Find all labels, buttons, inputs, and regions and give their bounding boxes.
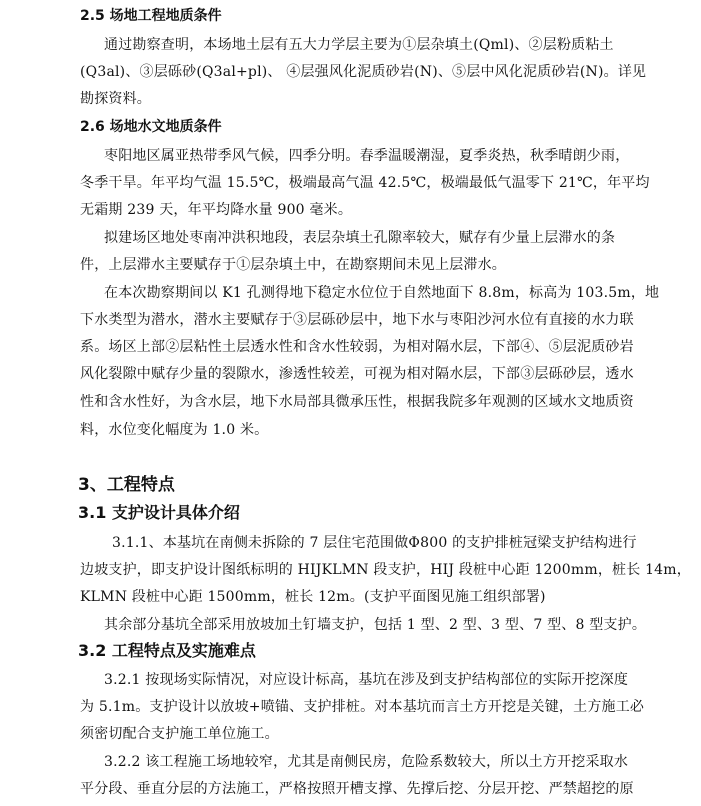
- paragraph-line: 为 5.1m。支护设计以放坡+喷锚、支护排桩。对本基坑而言土方开挖是关键，土方施工必: [80, 699, 645, 715]
- section-heading-3: 3、工程特点: [78, 475, 175, 495]
- paragraph-line: 无霜期 239 天，年平均降水量 900 毫米。: [80, 202, 353, 218]
- paragraph-line: 性和含水性好，为含水层，地下水局部具微承压性，根据我院多年观测的区域水文地质资: [80, 394, 634, 410]
- paragraph-line: 枣阳地区属亚热带季风气候，四季分明。春季温暖潮湿，夏季炎热，秋季晴朗少雨，: [104, 148, 630, 164]
- paragraph-line: 风化裂隙中赋存少量的裂隙水，渗透性较差，可视为相对隔水层，下部③层砾砂层，透水: [80, 366, 634, 382]
- paragraph-line: (Q3al)、③层砾砂(Q3al+pl)、 ④层强风化泥质砂岩(N)、⑤层中风化泥质砂岩(N)。详见: [80, 64, 647, 80]
- paragraph-line: 3.2.1 按现场实际情况，对应设计标高，基坑在涉及到支护结构部位的实际开挖深度: [104, 672, 629, 688]
- paragraph-line: 须密切配合支护施工单位施工。: [80, 726, 279, 742]
- paragraph-line: 通过勘察查明，本场地土层有五大力学层主要为①层杂填土(Qml)、②层粉质粘土: [104, 37, 614, 53]
- paragraph-line: KLMN 段桩中心距 1500mm，桩长 12m。(支护平面图见施工组织部署): [80, 589, 546, 605]
- section-heading-2-6: 2.6 场地水文地质条件: [80, 119, 222, 135]
- section-heading-3-2: 3.2 工程特点及实施难点: [78, 641, 256, 660]
- paragraph-line: 3.1.1、本基坑在南侧未拆除的 7 层住宅范围做Φ800 的支护排桩冠梁支护结构进行: [112, 535, 637, 551]
- paragraph-line: 在本次勘察期间以 K1 孔测得地下稳定水位位于自然地面下 8.8m，标高为 103.5m，地: [104, 285, 660, 301]
- paragraph-line: 边坡支护，即支护设计图纸标明的 HIJKLMN 段支护，HIJ 段桩中心距 1200mm，桩长 14m，: [80, 562, 691, 578]
- paragraph-line: 3.2.2 该工程施工场地较窄，尤其是南侧民房，危险系数较大，所以土方开挖采取水: [104, 754, 629, 770]
- paragraph-line: 冬季干旱。年平均气温 15.5℃，极端最高气温 42.5℃，极端最低气温零下 21℃，年平均: [80, 175, 650, 191]
- section-heading-3-1: 3.1 支护设计具体介绍: [78, 503, 240, 522]
- paragraph-line: 拟建场区地处枣南冲洪积地段，表层杂填土孔隙率较大，赋存有少量上层滞水的条: [104, 230, 616, 246]
- paragraph-line: 其余部分基坑全部采用放坡加土钉墙支护，包括 1 型、2 型、3 型、7 型、8 型支护。: [104, 617, 647, 633]
- paragraph-line: 下水类型为潜水，潜水主要赋存于③层砾砂层中，地下水与枣阳沙河水位有直接的水力联: [80, 312, 634, 328]
- paragraph-line: 勘探资料。: [80, 91, 151, 107]
- section-heading-2-5: 2.5 场地工程地质条件: [80, 8, 222, 24]
- paragraph-line: 料，水位变化幅度为 1.0 米。: [80, 422, 269, 438]
- paragraph-line: 平分段、垂直分层的方法施工，严格按照开槽支撑、先撑后挖、分层开挖、严禁超挖的原: [80, 781, 634, 797]
- paragraph-line: 系。场区上部②层粘性土层透水性和含水性较弱，为相对隔水层，下部④、⑤层泥质砂岩: [80, 339, 634, 355]
- paragraph-line: 件，上层滞水主要赋存于①层杂填土中，在勘察期间未见上层滞水。: [80, 257, 506, 273]
